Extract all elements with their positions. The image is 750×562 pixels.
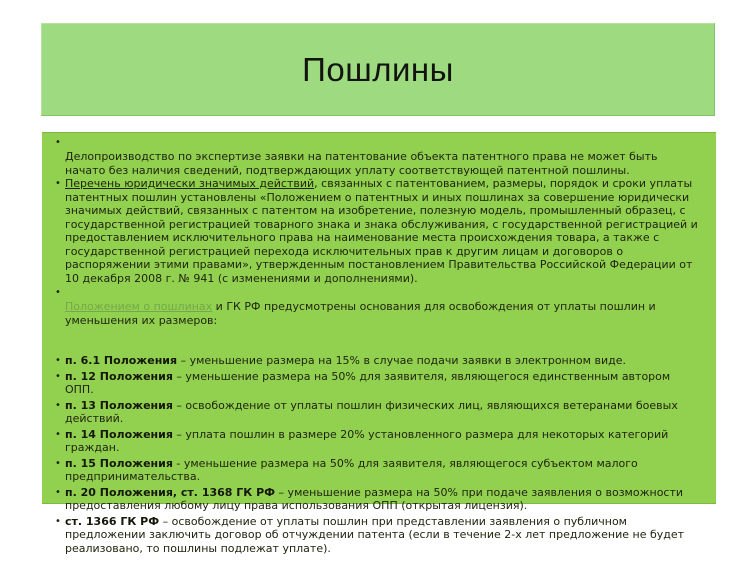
list-item-p13 — [54, 399, 700, 426]
paragraph-expertise — [54, 150, 700, 177]
item-text: – освобождение от уплаты пошлин при представлении заявления о публичном предложении заключить договор об отчуждении патента (если в течение 2-х лет предложение не будет реализовано, то пошлины подлежат уплате). — [65, 514, 685, 555]
item-text: - уменьшение размера на 50% для заявителя, являющегося субъектом малого предпринимательства. — [65, 456, 638, 483]
item-text: – уменьшение размера на 50% при подаче заявления о возможности предоставления любому лицу права использования ОПП (открытая лицензия). — [65, 485, 684, 512]
item-term: ст. 1366 ГК РФ — [65, 514, 160, 528]
slide-title-block — [41, 23, 715, 116]
bullet-icon: • — [55, 399, 61, 411]
bullet-icon: • — [55, 355, 61, 366]
item-term: п. 6.1 Положения — [65, 354, 178, 367]
list-item-p6-1 — [54, 354, 700, 368]
empty-bullet-line — [55, 138, 700, 148]
bullet-icon: • — [55, 486, 61, 498]
bullet-icon: • — [55, 515, 61, 527]
list-item-st1366 — [54, 515, 700, 556]
list-item-p12 — [54, 370, 700, 397]
paragraph-expertise-text: Делопроизводство по экспертизе заявки на патентование объекта патентного права не может быть начато без наличия сведений, подтверждающих уплату соответствующей патентной пошлины. — [65, 150, 658, 177]
item-term: п. 15 Положения — [65, 456, 173, 470]
item-term: п. 13 Положения — [65, 398, 173, 412]
paragraph-legal-actions-text: , связанных с патентованием, размеры, порядок и сроки уплаты патентных пошлин установлены «Положением о патентных и иных пошлинах за совершение юридически значимых действий, связанных с патентом на изобретение, полезную модель, промышленный образец, с государственной регистрацией товарного знака и знака обслуживания, с государственной регистрацией и предоставлением исключительного права на наименование места происхождения товара, а также с государственной регистрацией перехода исключительных прав к другим лицам и договоров о распоряжении этими правами», утвержденным постановлением Правительства Российской Федерации от 10 декабря 2008 г. № 941 (с изменениями и дополнениями). — [65, 177, 698, 285]
item-text: – освобождение от уплаты пошлин физических лиц, являющихся ветеранами боевых действий. — [65, 398, 678, 425]
paragraph-legal-actions — [54, 177, 700, 285]
paragraph-exemptions-intro — [54, 300, 700, 327]
item-text: – уменьшение размера на 15% в случае подачи заявки в электронном виде. — [177, 354, 626, 367]
bullet-icon: • — [55, 178, 61, 189]
paragraph-exemptions-intro-text: и ГК РФ предусмотрены основания для освобождения от уплаты пошлин и уменьшения их размеров: — [65, 300, 656, 327]
link-legal-actions-list[interactable]: Перечень юридически значимых действий — [65, 177, 315, 190]
item-term: п. 14 Положения — [65, 427, 173, 441]
link-fee-regulation[interactable]: Положением о пошлинах — [65, 300, 213, 313]
list-item-p14 — [54, 428, 700, 455]
empty-bullet-line — [55, 288, 700, 298]
bullet-icon: • — [55, 137, 61, 148]
slide-body — [42, 132, 716, 555]
list-item-p15 — [54, 457, 700, 484]
item-term: п. 20 Положения, ст. 1368 ГК РФ — [65, 485, 276, 499]
bullet-icon: • — [55, 428, 61, 440]
item-text: – уменьшение размера на 50% для заявителя, являющегося единственным автором ОПП. — [65, 369, 671, 396]
bullet-icon: • — [55, 287, 61, 298]
bullet-icon: • — [55, 457, 61, 469]
item-term: п. 12 Положения — [65, 369, 173, 383]
item-text: – уплата пошлин в размере 20% установленного размера для некоторых категорий граждан. — [65, 427, 669, 454]
list-item-p20 — [54, 486, 700, 513]
fee-benefits-list — [54, 354, 700, 555]
page-title: Пошлины — [302, 50, 454, 88]
bullet-icon: • — [55, 370, 61, 382]
